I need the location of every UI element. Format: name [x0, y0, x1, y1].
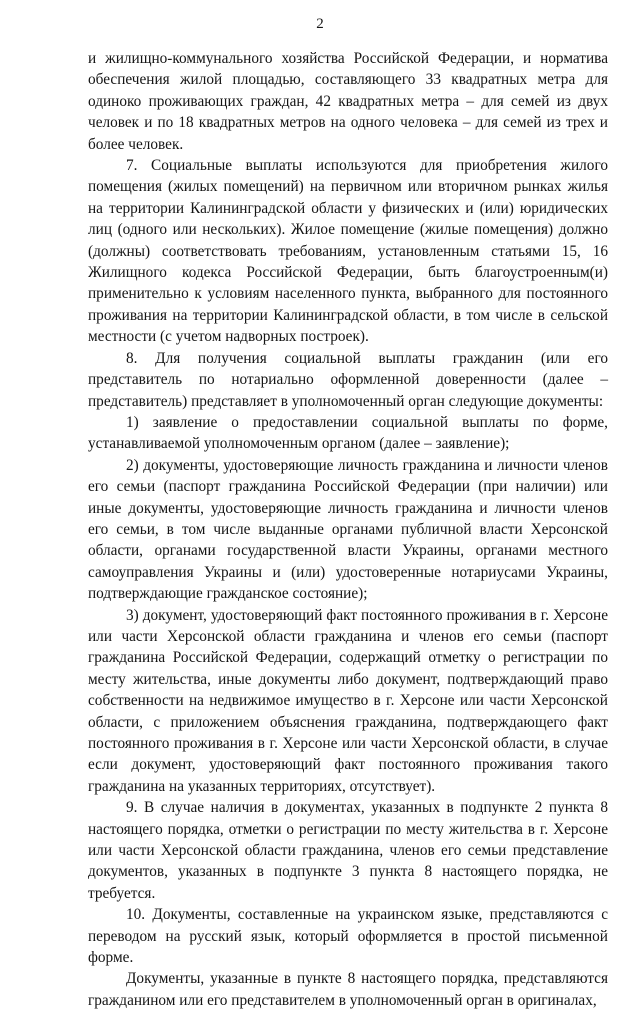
paragraph-item-8: 8. Для получения социальной выплаты гражданин (или его представитель по нотариально оформленной доверенности (далее – представитель) представляет в уполномоченный орган следующие документы: — [88, 349, 608, 410]
paragraph-item-10: 10. Документы, составленные на украинском языке, представляются с переводом на русский язык, который оформляется в простой письменной форме. — [88, 906, 608, 967]
subitem-2: 2) документы, удостоверяющие личность гражданина и личности членов его семьи (паспорт гражданина Российской Федерации (при наличии) или иные документы, удостоверяющие личность гражданина и личности членов его семьи, в том числе выданные органами публичной власти Херсонской области, органами государственной власти Украины, органами местного самоуправления Украины и (или) удостоверенные нотариусами Украины, подтверждающие гражданское состояние); — [88, 456, 608, 603]
subitem-3: 3) документ, удостоверяющий факт постоянного проживания в г. Херсоне или части Херсонской области гражданина и членов его семьи (паспорт гражданина Российской Федерации, содержащий отметку о регистрации по месту жительства, иные документы либо документ, подтверждающий право собственности на недвижимое имущество в г. Херсоне или части Херсонской области, с приложением объяснения гражданина, подтверждающего факт постоянного проживания в г. Херсоне или части Херсонской области, в случае если документ, удостоверяющий факт постоянного проживания такого гражданина на указанных территориях, отсутствует). — [88, 606, 608, 795]
page-number: 2 — [316, 16, 324, 32]
document-body — [88, 48, 608, 1011]
paragraph-continuation: и жилищно-коммунального хозяйства Российской Федерации, и норматива обеспечения жилой площадью, составляющего 33 квадратных метра для одиноко проживающих граждан, 42 квадратных метра – для семей из двух человек и по 18 квадратных метров на одного человека – для семей из трех и более человек. — [88, 50, 608, 153]
paragraph-documents-originals: Документы, указанные в пункте 8 настоящего порядка, представляются гражданином или его представителем в уполномоченный орган в оригиналах, — [88, 970, 608, 1009]
subitem-1: 1) заявление о предоставлении социальной выплаты по форме, устанавливаемой уполномоченным органом (далее – заявление); — [88, 413, 608, 453]
paragraph-item-9: 9. В случае наличия в документах, указанных в подпункте 2 пункта 8 настоящего порядка, отметки о регистрации по месту жительства в г. Херсоне или части Херсонской области гражданина, членов его семьи представление документов, указанных в подпункте 3 пункта 8 настоящего порядка, не требуется. — [88, 799, 608, 902]
paragraph-item-7: 7. Социальные выплаты используются для приобретения жилого помещения (жилых помещений) на первичном или вторичном рынках жилья на территории Калининградской области у физических и (или) юридических лиц (одного или нескольких). Жилое помещение (жилые помещения) должно (должны) соответствовать требованиям, установленным статьями 15, 16 Жилищного кодекса Российской Федерации, быть благоустроенным(и) применительно к условиям населенного пункта, выбранного для постоянного проживания на территории Калининградской области, в том числе в сельской местности (с учетом надворных построек). — [88, 157, 608, 346]
